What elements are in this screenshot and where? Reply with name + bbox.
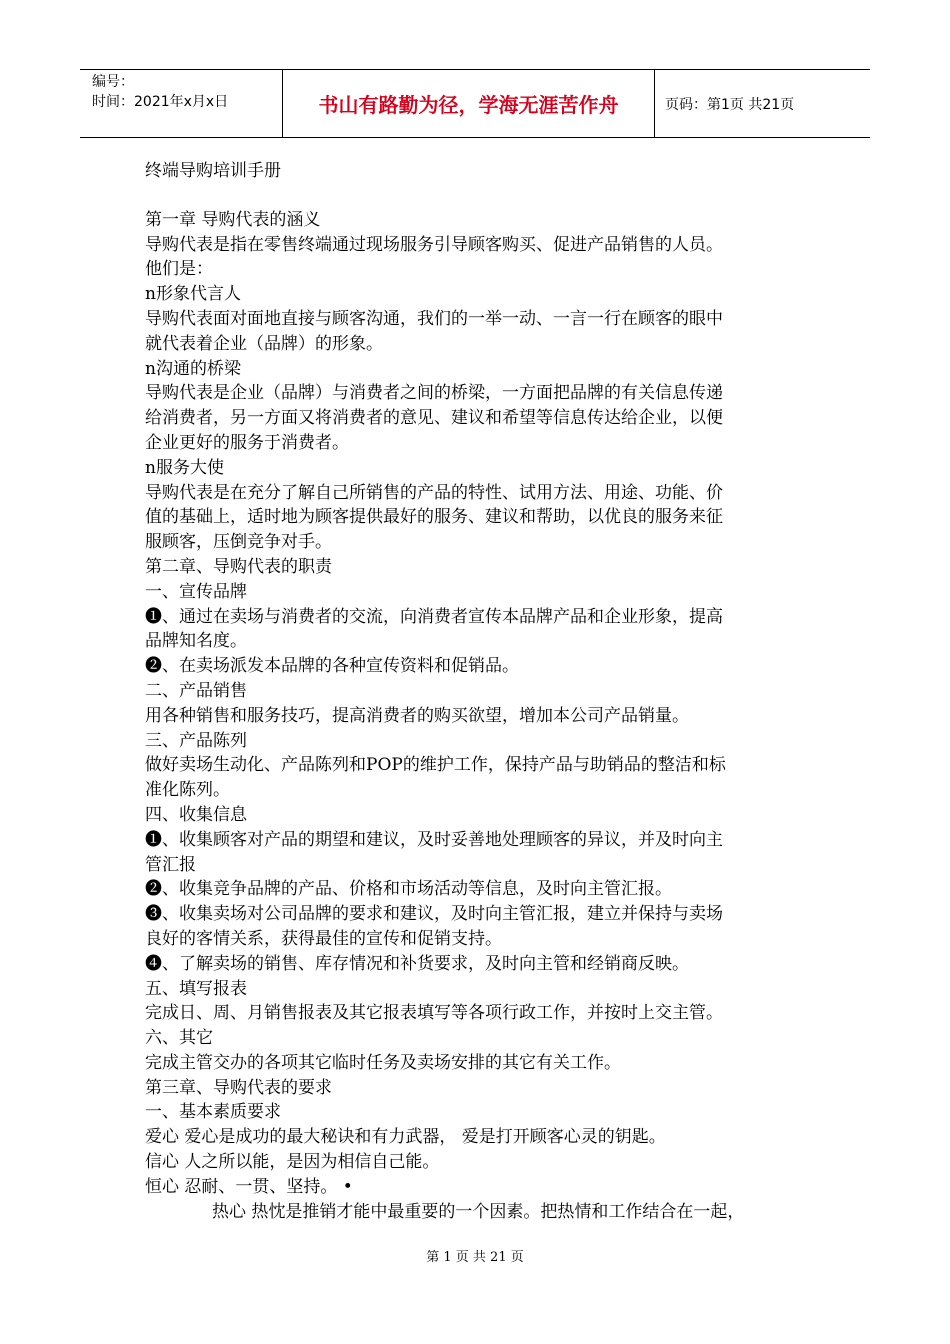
body-line: n形象代言人	[145, 284, 241, 305]
body-line: 第三章、导购代表的要求	[145, 1077, 332, 1098]
body-line: ❹、了解卖场的销售、库存情况和补货要求，及时向主管和经销商反映。	[145, 953, 689, 974]
body-line: 用各种销售和服务技巧，提高消费者的购买欲望，增加本公司产品销量。	[145, 705, 689, 726]
body-line: ❷、在卖场派发本品牌的各种宣传资料和促销品。	[145, 656, 519, 677]
body-line: 爱心 爱心是成功的最大秘诀和有力武器， 爱是打开顾客心灵的钥匙。	[145, 1127, 666, 1148]
body-line: ❶、收集顾客对产品的期望和建议，及时妥善地处理顾客的异议，并及时向主	[145, 829, 723, 850]
body-lines	[145, 208, 805, 1200]
body-line: 完成主管交办的各项其它临时任务及卖场安排的其它有关工作。	[145, 1052, 621, 1073]
body-line: 导购代表是指在零售终端通过现场服务引导顾客购买、促进产品销售的人员。	[145, 234, 723, 255]
body-line: 一、宣传品牌	[145, 581, 247, 602]
body-line: 企业更好的服务于消费者。	[145, 432, 349, 453]
body-line: 就代表着企业（品牌）的形象。	[145, 333, 383, 354]
body-line: 第二章、导购代表的职责	[145, 556, 332, 577]
body-line: 恒心 忍耐、一贯、坚持。 •	[145, 1176, 353, 1197]
body-line: 管汇报	[145, 854, 196, 875]
body-line: 五、填写报表	[145, 978, 247, 999]
document-title: 终端导购培训手册	[145, 161, 281, 181]
body-line-last: 热心 热忱是推销才能中最重要的一个因素。把热情和工作结合在一起，	[212, 1201, 745, 1222]
body-line: 信心 人之所以能，是因为相信自己能。	[145, 1152, 440, 1173]
body-line: 三、产品陈列	[145, 730, 247, 751]
body-line: 导购代表是在充分了解自己所销售的产品的特性、试用方法、用途、功能、价	[145, 482, 723, 503]
body-line: 六、其它	[145, 1028, 213, 1049]
page-header	[80, 69, 870, 138]
document-body	[145, 159, 805, 1224]
body-line: 四、收集信息	[145, 804, 247, 825]
body-line: n服务大使	[145, 457, 224, 478]
spacer	[145, 184, 805, 208]
body-line: n沟通的桥梁	[145, 358, 241, 379]
body-line: 导购代表是企业（品牌）与消费者之间的桥梁，一方面把品牌的有关信息传递	[145, 383, 723, 404]
header-page-label: 页码：第1页 共21页	[665, 96, 795, 113]
body-line: 良好的客情关系，获得最佳的宣传和促销支持。	[145, 928, 502, 949]
body-line: 做好卖场生动化、产品陈列和POP的维护工作，保持产品与助销品的整洁和标	[145, 755, 726, 776]
page-footer: 第 1 页 共 21 页	[426, 1250, 524, 1265]
body-line: 给消费者，另一方面又将消费者的意见、建议和希望等信息传达给企业，以便	[145, 408, 723, 429]
body-line: 服顾客，压倒竞争对手。	[145, 532, 332, 553]
body-line: 品牌知名度。	[145, 631, 247, 652]
body-line: 第一章 导购代表的涵义	[145, 209, 321, 230]
body-line: 导购代表面对面地直接与顾客沟通，我们的一举一动、一言一行在顾客的眼中	[145, 308, 723, 329]
number-label: 编号：	[92, 74, 134, 90]
header-motto: 书山有路勤为径，学海无涯苦作舟	[283, 70, 655, 137]
date-label: 时间：2021年x月x日	[92, 94, 229, 110]
body-line: 准化陈列。	[145, 780, 230, 801]
header-info-cell	[80, 70, 283, 137]
body-line: 他们是：	[145, 259, 213, 280]
body-line: ❸、收集卖场对公司品牌的要求和建议，及时向主管汇报，建立并保持与卖场	[145, 904, 723, 925]
body-line: 一、基本素质要求	[145, 1102, 281, 1123]
body-line: 二、产品销售	[145, 680, 247, 701]
body-line: 完成日、周、月销售报表及其它报表填写等各项行政工作，并按时上交主管。	[145, 1003, 723, 1024]
body-line: ❷、收集竞争品牌的产品、价格和市场活动等信息，及时向主管汇报。	[145, 879, 672, 900]
body-line: 值的基础上，适时地为顾客提供最好的服务、建议和帮助，以优良的服务来征	[145, 507, 723, 528]
body-line: ❶、通过在卖场与消费者的交流，向消费者宣传本品牌产品和企业形象，提高	[145, 606, 723, 627]
